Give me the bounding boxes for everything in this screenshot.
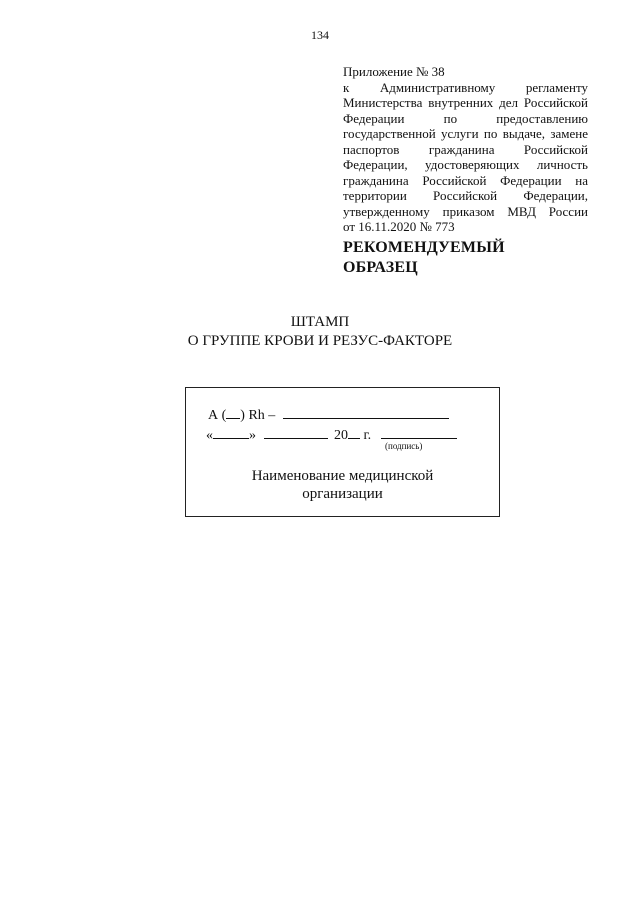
appendix-line: к Административному регламенту: [343, 79, 588, 95]
recommended-sample-label: [343, 238, 505, 278]
year-prefix: 20: [334, 428, 348, 443]
appendix-line: утвержденному приказом МВД России: [343, 203, 588, 219]
appendix-line: от 16.11.2020 № 773: [343, 219, 455, 234]
day-blank: [213, 425, 249, 439]
sample-label-line: ОБРАЗЕЦ: [343, 259, 418, 276]
appendix-line: Министерства внутренних дел Российской: [343, 95, 588, 110]
appendix-line: паспортов гражданина Российской: [343, 141, 588, 157]
blood-group-close: ): [240, 408, 245, 423]
blood-group-row: [208, 405, 449, 424]
blood-group-blank: [226, 405, 240, 419]
rh-label: Rh –: [248, 408, 276, 423]
medical-organization-name: [186, 467, 499, 503]
month-blank: [264, 425, 328, 439]
appendix-line: территории Российской Федерации,: [343, 188, 588, 203]
page-number: 134: [311, 28, 329, 42]
sample-label-line: РЕКОМЕНДУЕМЫЙ: [343, 239, 505, 256]
rh-blank: [283, 405, 449, 419]
appendix-header: [343, 64, 588, 235]
appendix-line: Федерации, удостоверяющих личность: [343, 157, 588, 172]
signature-blank: [381, 425, 457, 439]
stamp-title: [0, 313, 640, 351]
appendix-line: Приложение № 38: [343, 64, 445, 79]
stamp-title-line: О ГРУППЕ КРОВИ И РЕЗУС-ФАКТОРЕ: [187, 333, 453, 349]
blood-group-prefix: А (: [208, 408, 227, 423]
stamp-box: [185, 387, 500, 517]
date-open-quote: «: [206, 428, 213, 443]
date-close-quote: »: [249, 428, 256, 443]
appendix-line: государственной услуги по выдаче, замене: [343, 126, 588, 141]
year-blank: [348, 425, 360, 439]
signature-hint: (подпись): [385, 441, 423, 451]
stamp-title-line: ШТАМП: [290, 314, 350, 330]
appendix-line: гражданина Российской Федерации на: [343, 172, 588, 188]
year-suffix: г.: [363, 428, 372, 443]
org-name-line: Наименование медицинской: [251, 468, 434, 484]
org-name-line: организации: [302, 486, 383, 502]
appendix-line: Федерации по предоставлению: [343, 110, 588, 126]
